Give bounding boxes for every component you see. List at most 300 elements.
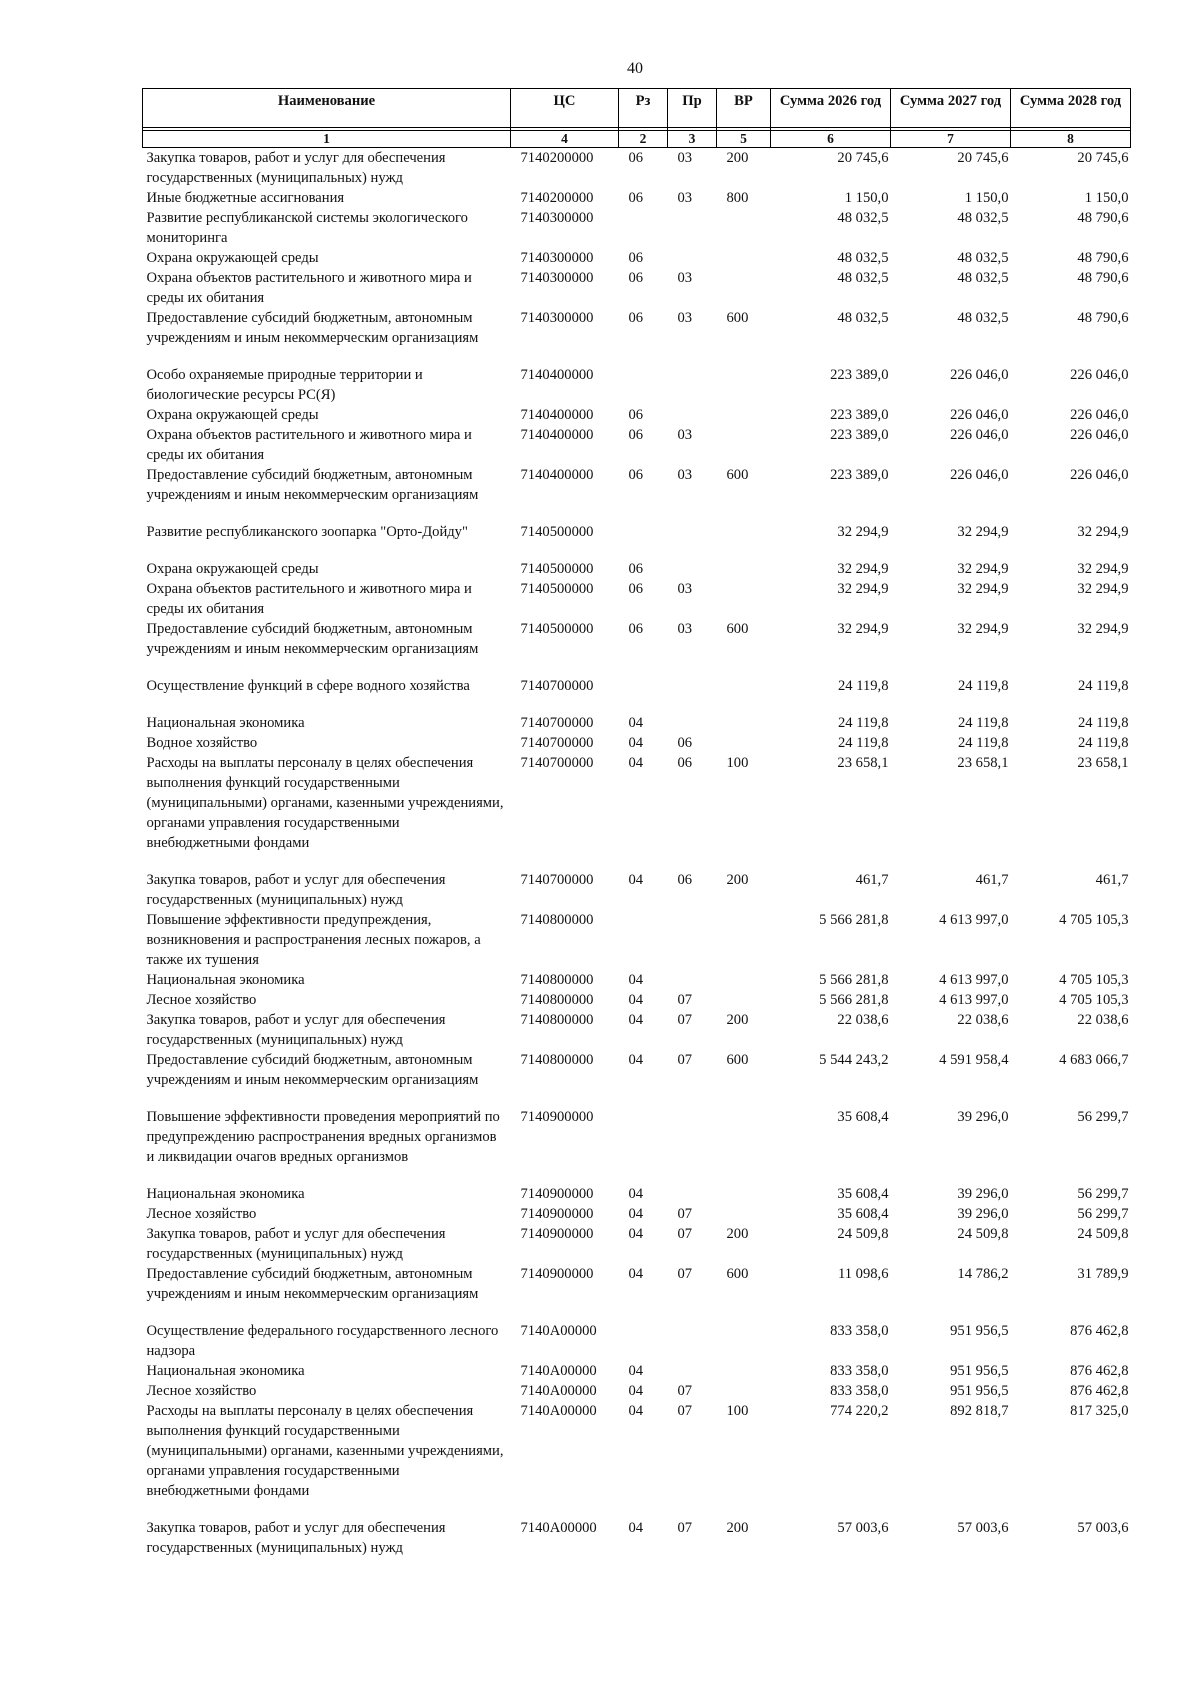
table-row [143, 1107, 1131, 1167]
row-rz: 04 [628, 1266, 644, 1282]
row-vr: 100 [726, 755, 749, 771]
row-name: Лесное хозяйство [146, 992, 257, 1008]
row-name: Национальная экономика [146, 1186, 305, 1202]
row-sum-2026: 24 509,8 [837, 1226, 889, 1242]
row-sum-2028: 22 038,6 [1077, 1012, 1129, 1028]
header-vr: ВР [717, 89, 771, 128]
row-sum-2026: 1 150,0 [844, 190, 889, 206]
row-rz: 04 [628, 1226, 644, 1242]
row-vr [717, 522, 771, 542]
row-pr: 03 [677, 621, 693, 637]
row-rz: 04 [628, 1186, 644, 1202]
row-sum-2026: 774 220,2 [830, 1403, 889, 1419]
row-sum-2026: 48 032,5 [837, 310, 889, 326]
row-name: Лесное хозяйство [146, 1383, 257, 1399]
row-sum-2027: 461,7 [975, 872, 1009, 888]
row-pr: 07 [677, 992, 693, 1008]
row-pr: 07 [677, 1052, 693, 1068]
row-sum-2027: 226 046,0 [950, 407, 1009, 423]
row-name: Предоставление субсидий бюджетным, автономным учреждениям и иным некоммерческим организациям [146, 310, 479, 346]
row-cs: 7140500000 [520, 621, 594, 637]
row-rz: 06 [628, 407, 644, 423]
column-number: 1 [143, 131, 511, 148]
row-rz [619, 365, 668, 405]
row-sum-2026: 48 032,5 [837, 250, 889, 266]
row-name: Предоставление субсидий бюджетным, автономным учреждениям и иным некоммерческим организациям [146, 1266, 479, 1302]
row-rz: 04 [628, 1403, 644, 1419]
row-name: Предоставление субсидий бюджетным, автономным учреждениям и иным некоммерческим организациям [146, 1052, 479, 1088]
row-vr [717, 970, 771, 990]
budget-table [142, 88, 1131, 1558]
row-sum-2026: 5 566 281,8 [819, 912, 889, 928]
row-cs: 7140400000 [520, 407, 594, 423]
column-number: 7 [891, 131, 1011, 148]
row-cs: 7140700000 [520, 735, 594, 751]
row-cs: 7140800000 [520, 992, 594, 1008]
table-row [143, 1050, 1131, 1090]
row-name: Развитие республиканского зоопарка "Орто-Дойду" [146, 524, 468, 540]
table-row [143, 465, 1131, 505]
row-sum-2027: 39 296,0 [957, 1109, 1009, 1125]
table-row [143, 248, 1131, 268]
row-sum-2027: 32 294,9 [957, 621, 1009, 637]
row-cs: 7140300000 [520, 250, 594, 266]
row-cs: 7140200000 [520, 150, 594, 166]
row-sum-2027: 4 591 958,4 [939, 1052, 1009, 1068]
row-pr [668, 405, 717, 425]
row-rz: 06 [628, 190, 644, 206]
row-sum-2026: 461,7 [855, 872, 889, 888]
row-name: Предоставление субсидий бюджетным, автономным учреждениям и иным некоммерческим организациям [146, 621, 479, 657]
column-number: 5 [717, 131, 771, 148]
row-sum-2028: 817 325,0 [1070, 1403, 1129, 1419]
row-sum-2027: 4 613 997,0 [939, 972, 1009, 988]
row-sum-2028: 226 046,0 [1070, 367, 1129, 383]
row-pr [668, 676, 717, 696]
table-row [143, 365, 1131, 405]
row-pr [668, 1184, 717, 1204]
row-name: Закупка товаров, работ и услуг для обеспечения государственных (муниципальных) нужд [146, 872, 446, 908]
budget-table-sheet [142, 88, 1130, 1558]
table-row [143, 559, 1131, 579]
row-name: Закупка товаров, работ и услуг для обеспечения государственных (муниципальных) нужд [146, 1012, 446, 1048]
row-sum-2027: 892 818,7 [950, 1403, 1009, 1419]
row-sum-2028: 32 294,9 [1077, 621, 1129, 637]
spacer-row [143, 348, 1131, 365]
table-row [143, 1184, 1131, 1204]
column-number: 4 [511, 131, 619, 148]
row-pr [668, 248, 717, 268]
row-sum-2027: 48 032,5 [957, 270, 1009, 286]
column-number: 6 [771, 131, 891, 148]
row-sum-2027: 22 038,6 [957, 1012, 1009, 1028]
header-sum-2027: Сумма 2027 год [891, 89, 1011, 128]
row-sum-2028: 24 119,8 [1077, 678, 1129, 694]
row-vr [717, 248, 771, 268]
row-sum-2028: 57 003,6 [1077, 1520, 1129, 1536]
row-sum-2028: 24 119,8 [1077, 735, 1129, 751]
row-sum-2026: 24 119,8 [837, 735, 889, 751]
row-sum-2027: 39 296,0 [957, 1186, 1009, 1202]
row-vr [717, 1381, 771, 1401]
table-row [143, 1321, 1131, 1361]
table-row [143, 1361, 1131, 1381]
row-sum-2028: 20 745,6 [1077, 150, 1129, 166]
row-cs: 7140500000 [520, 581, 594, 597]
row-rz: 04 [628, 1520, 644, 1536]
row-sum-2026: 24 119,8 [837, 678, 889, 694]
row-sum-2026: 223 389,0 [830, 467, 889, 483]
column-number-row [143, 131, 1131, 148]
table-row [143, 148, 1131, 189]
row-sum-2028: 876 462,8 [1070, 1383, 1129, 1399]
row-cs: 7140900000 [520, 1206, 594, 1222]
table-row [143, 1401, 1131, 1501]
row-pr: 03 [677, 310, 693, 326]
row-sum-2028: 56 299,7 [1077, 1206, 1129, 1222]
row-name: Лесное хозяйство [146, 1206, 257, 1222]
row-rz: 04 [628, 1052, 644, 1068]
header-rz: Рз [619, 89, 668, 128]
spacer-row [143, 505, 1131, 522]
table-row [143, 208, 1131, 248]
row-sum-2027: 951 956,5 [950, 1323, 1009, 1339]
row-pr [668, 1107, 717, 1167]
row-pr [668, 208, 717, 248]
row-rz: 06 [628, 250, 644, 266]
row-pr [668, 522, 717, 542]
row-sum-2027: 32 294,9 [957, 561, 1009, 577]
row-vr: 600 [726, 1266, 749, 1282]
row-name: Водное хозяйство [146, 735, 258, 751]
row-vr: 600 [726, 621, 749, 637]
row-sum-2026: 35 608,4 [837, 1186, 889, 1202]
row-sum-2027: 32 294,9 [957, 581, 1009, 597]
table-row [143, 733, 1131, 753]
row-pr: 06 [677, 755, 693, 771]
row-pr: 07 [677, 1226, 693, 1242]
row-vr: 600 [726, 1052, 749, 1068]
row-cs: 7140900000 [520, 1226, 594, 1242]
row-vr [717, 1361, 771, 1381]
row-rz [619, 522, 668, 542]
row-pr [668, 713, 717, 733]
row-vr [717, 1321, 771, 1361]
row-rz [619, 1321, 668, 1361]
row-vr: 200 [726, 872, 749, 888]
row-name: Закупка товаров, работ и услуг для обеспечения государственных (муниципальных) нужд [146, 1226, 446, 1262]
row-sum-2028: 4 705 105,3 [1059, 992, 1129, 1008]
row-sum-2028: 48 790,6 [1077, 250, 1129, 266]
row-vr [717, 1107, 771, 1167]
row-cs: 7140А00000 [520, 1363, 597, 1379]
row-name: Расходы на выплаты персоналу в целях обеспечения выполнения функций государственными (муниципальными) органами, казенными учреждениями, органами управления государственными внебюджетными фондами [146, 1403, 504, 1499]
table-row [143, 425, 1131, 465]
table-row [143, 970, 1131, 990]
row-vr: 600 [726, 467, 749, 483]
header-sum-2026: Сумма 2026 год [771, 89, 891, 128]
header-pr: Пр [668, 89, 717, 128]
row-sum-2026: 32 294,9 [837, 621, 889, 637]
row-rz [619, 910, 668, 970]
row-sum-2028: 226 046,0 [1070, 407, 1129, 423]
row-cs: 7140700000 [520, 872, 594, 888]
row-sum-2026: 223 389,0 [830, 407, 889, 423]
row-pr: 03 [677, 581, 693, 597]
header-cs: ЦС [511, 89, 619, 128]
row-vr: 200 [726, 1012, 749, 1028]
row-sum-2027: 20 745,6 [957, 150, 1009, 166]
table-body [143, 148, 1131, 1559]
row-pr [668, 910, 717, 970]
row-sum-2027: 48 032,5 [957, 310, 1009, 326]
row-name: Закупка товаров, работ и услуг для обеспечения государственных (муниципальных) нужд [146, 150, 446, 186]
row-sum-2027: 24 119,8 [957, 715, 1009, 731]
row-vr [717, 208, 771, 248]
row-sum-2026: 32 294,9 [837, 581, 889, 597]
row-pr: 07 [677, 1266, 693, 1282]
row-sum-2026: 11 098,6 [837, 1266, 889, 1282]
row-sum-2028: 876 462,8 [1070, 1323, 1129, 1339]
row-sum-2026: 32 294,9 [837, 524, 889, 540]
row-vr: 200 [726, 1226, 749, 1242]
row-cs: 7140А00000 [520, 1323, 597, 1339]
row-sum-2026: 5 566 281,8 [819, 992, 889, 1008]
row-vr [717, 733, 771, 753]
table-row [143, 1224, 1131, 1264]
row-name: Предоставление субсидий бюджетным, автономным учреждениям и иным некоммерческим организациям [146, 467, 479, 503]
row-pr [668, 365, 717, 405]
row-sum-2027: 23 658,1 [957, 755, 1009, 771]
row-cs: 7140500000 [520, 561, 594, 577]
row-cs: 7140800000 [520, 1052, 594, 1068]
row-sum-2028: 23 658,1 [1077, 755, 1129, 771]
spacer-row [143, 1090, 1131, 1107]
table-row [143, 1010, 1131, 1050]
spacer-row [143, 1304, 1131, 1321]
row-cs: 7140А00000 [520, 1520, 597, 1536]
row-pr [668, 559, 717, 579]
row-pr: 03 [677, 190, 693, 206]
row-pr: 07 [677, 1383, 693, 1399]
row-rz: 04 [628, 1383, 644, 1399]
row-cs: 7140300000 [520, 310, 594, 326]
row-sum-2028: 31 789,9 [1077, 1266, 1129, 1282]
row-rz: 06 [628, 467, 644, 483]
row-name: Национальная экономика [146, 715, 305, 731]
table-row [143, 1518, 1131, 1558]
row-sum-2028: 226 046,0 [1070, 467, 1129, 483]
row-rz: 06 [628, 561, 644, 577]
spacer-row [143, 696, 1131, 713]
table-row [143, 579, 1131, 619]
row-sum-2026: 48 032,5 [837, 270, 889, 286]
row-cs: 7140900000 [520, 1109, 594, 1125]
row-vr [717, 1184, 771, 1204]
row-vr: 100 [726, 1403, 749, 1419]
spacer-row [143, 853, 1131, 870]
row-sum-2028: 32 294,9 [1077, 524, 1129, 540]
row-sum-2028: 876 462,8 [1070, 1363, 1129, 1379]
row-rz: 06 [628, 310, 644, 326]
row-rz: 06 [628, 150, 644, 166]
row-cs: 7140А00000 [520, 1403, 597, 1419]
row-name: Охрана объектов растительного и животного мира и среды их обитания [146, 427, 472, 463]
row-sum-2028: 56 299,7 [1077, 1186, 1129, 1202]
header-name: Наименование [143, 89, 511, 128]
row-vr [717, 405, 771, 425]
row-vr: 200 [726, 150, 749, 166]
row-sum-2026: 57 003,6 [837, 1520, 889, 1536]
spacer-row [143, 1167, 1131, 1184]
row-rz: 04 [628, 1206, 644, 1222]
row-name: Повышение эффективности предупреждения, возникновения и распространения лесных пожаров, а также их тушения [146, 912, 481, 968]
row-cs: 7140700000 [520, 678, 594, 694]
row-vr: 600 [726, 310, 749, 326]
row-rz: 06 [628, 270, 644, 286]
row-sum-2026: 35 608,4 [837, 1109, 889, 1125]
row-name: Национальная экономика [146, 972, 305, 988]
row-sum-2028: 24 119,8 [1077, 715, 1129, 731]
row-pr [668, 1361, 717, 1381]
row-pr: 03 [677, 467, 693, 483]
table-row [143, 870, 1131, 910]
row-cs: 7140800000 [520, 1012, 594, 1028]
row-cs: 7140700000 [520, 715, 594, 731]
row-name: Расходы на выплаты персоналу в целях обеспечения выполнения функций государственными (муниципальными) органами, казенными учреждениями, органами управления государственными внебюджетными фондами [146, 755, 504, 851]
row-rz [619, 1107, 668, 1167]
row-vr [717, 365, 771, 405]
column-number: 3 [668, 131, 717, 148]
table-row [143, 1381, 1131, 1401]
spacer-row [143, 542, 1131, 559]
row-sum-2028: 48 790,6 [1077, 270, 1129, 286]
row-sum-2026: 22 038,6 [837, 1012, 889, 1028]
page-number: 40 [627, 60, 643, 77]
row-sum-2027: 4 613 997,0 [939, 912, 1009, 928]
row-sum-2026: 32 294,9 [837, 561, 889, 577]
table-row [143, 676, 1131, 696]
table-row [143, 405, 1131, 425]
row-sum-2026: 48 032,5 [837, 210, 889, 226]
column-number: 8 [1011, 131, 1131, 148]
table-row [143, 910, 1131, 970]
column-number: 2 [619, 131, 668, 148]
row-sum-2026: 23 658,1 [837, 755, 889, 771]
row-name: Охрана окружающей среды [146, 250, 319, 266]
row-sum-2028: 32 294,9 [1077, 561, 1129, 577]
row-sum-2027: 48 032,5 [957, 210, 1009, 226]
row-pr: 03 [677, 427, 693, 443]
row-rz: 04 [628, 755, 644, 771]
row-sum-2027: 226 046,0 [950, 367, 1009, 383]
table-row [143, 522, 1131, 542]
row-cs: 7140800000 [520, 972, 594, 988]
row-cs: 7140900000 [520, 1186, 594, 1202]
table-row [143, 308, 1131, 348]
header-sum-2028: Сумма 2028 год [1011, 89, 1131, 128]
row-pr: 07 [677, 1206, 693, 1222]
row-sum-2026: 5 544 243,2 [819, 1052, 889, 1068]
row-pr: 07 [677, 1012, 693, 1028]
row-sum-2027: 226 046,0 [950, 467, 1009, 483]
row-pr: 06 [677, 872, 693, 888]
row-name: Развитие республиканской системы экологического мониторинга [146, 210, 468, 246]
row-name: Осуществление функций в сфере водного хозяйства [146, 678, 470, 694]
row-cs: 7140700000 [520, 755, 594, 771]
row-pr: 06 [677, 735, 693, 751]
row-rz [619, 676, 668, 696]
row-rz: 06 [628, 427, 644, 443]
row-rz: 04 [628, 972, 644, 988]
row-sum-2027: 24 119,8 [957, 735, 1009, 751]
row-sum-2028: 4 683 066,7 [1059, 1052, 1129, 1068]
row-name: Осуществление федерального государственного лесного надзора [146, 1323, 499, 1359]
row-sum-2028: 1 150,0 [1084, 190, 1129, 206]
row-sum-2028: 4 705 105,3 [1059, 972, 1129, 988]
row-pr [668, 970, 717, 990]
row-sum-2028: 4 705 105,3 [1059, 912, 1129, 928]
table-row [143, 1204, 1131, 1224]
row-sum-2028: 48 790,6 [1077, 310, 1129, 326]
row-cs: 7140900000 [520, 1266, 594, 1282]
table-row [143, 188, 1131, 208]
table-row [143, 268, 1131, 308]
row-name: Повышение эффективности проведения мероприятий по предупреждению распространения вредных организмов и ликвидации очагов вредных организмов [146, 1109, 500, 1165]
row-cs: 7140400000 [520, 367, 594, 383]
row-name: Особо охраняемые природные территории и биологические ресурсы РС(Я) [146, 367, 423, 403]
row-sum-2028: 24 509,8 [1077, 1226, 1129, 1242]
row-sum-2028: 56 299,7 [1077, 1109, 1129, 1125]
row-sum-2026: 5 566 281,8 [819, 972, 889, 988]
spacer-row [143, 1501, 1131, 1518]
row-sum-2027: 226 046,0 [950, 427, 1009, 443]
row-name: Закупка товаров, работ и услуг для обеспечения государственных (муниципальных) нужд [146, 1520, 446, 1556]
row-cs: 7140400000 [520, 427, 594, 443]
row-vr: 200 [726, 1520, 749, 1536]
row-cs: 7140200000 [520, 190, 594, 206]
row-sum-2026: 24 119,8 [837, 715, 889, 731]
row-vr [717, 990, 771, 1010]
row-cs: 7140300000 [520, 270, 594, 286]
row-name: Охрана окружающей среды [146, 561, 319, 577]
row-sum-2027: 57 003,6 [957, 1520, 1009, 1536]
row-sum-2027: 24 119,8 [957, 678, 1009, 694]
row-rz: 04 [628, 735, 644, 751]
row-sum-2027: 1 150,0 [964, 190, 1009, 206]
row-sum-2028: 48 790,6 [1077, 210, 1129, 226]
row-name: Охрана объектов растительного и животного мира и среды их обитания [146, 270, 472, 306]
table-row [143, 990, 1131, 1010]
row-pr: 07 [677, 1403, 693, 1419]
spacer-row [143, 659, 1131, 676]
row-sum-2026: 833 358,0 [830, 1383, 889, 1399]
row-sum-2026: 35 608,4 [837, 1206, 889, 1222]
row-cs: 7140300000 [520, 210, 594, 226]
row-rz: 06 [628, 581, 644, 597]
row-sum-2026: 833 358,0 [830, 1323, 889, 1339]
row-sum-2028: 226 046,0 [1070, 427, 1129, 443]
row-sum-2027: 48 032,5 [957, 250, 1009, 266]
row-sum-2027: 4 613 997,0 [939, 992, 1009, 1008]
row-sum-2027: 39 296,0 [957, 1206, 1009, 1222]
row-rz: 04 [628, 992, 644, 1008]
row-sum-2026: 223 389,0 [830, 367, 889, 383]
row-rz: 04 [628, 1363, 644, 1379]
row-vr [717, 268, 771, 308]
row-vr [717, 1204, 771, 1224]
row-rz: 06 [628, 621, 644, 637]
